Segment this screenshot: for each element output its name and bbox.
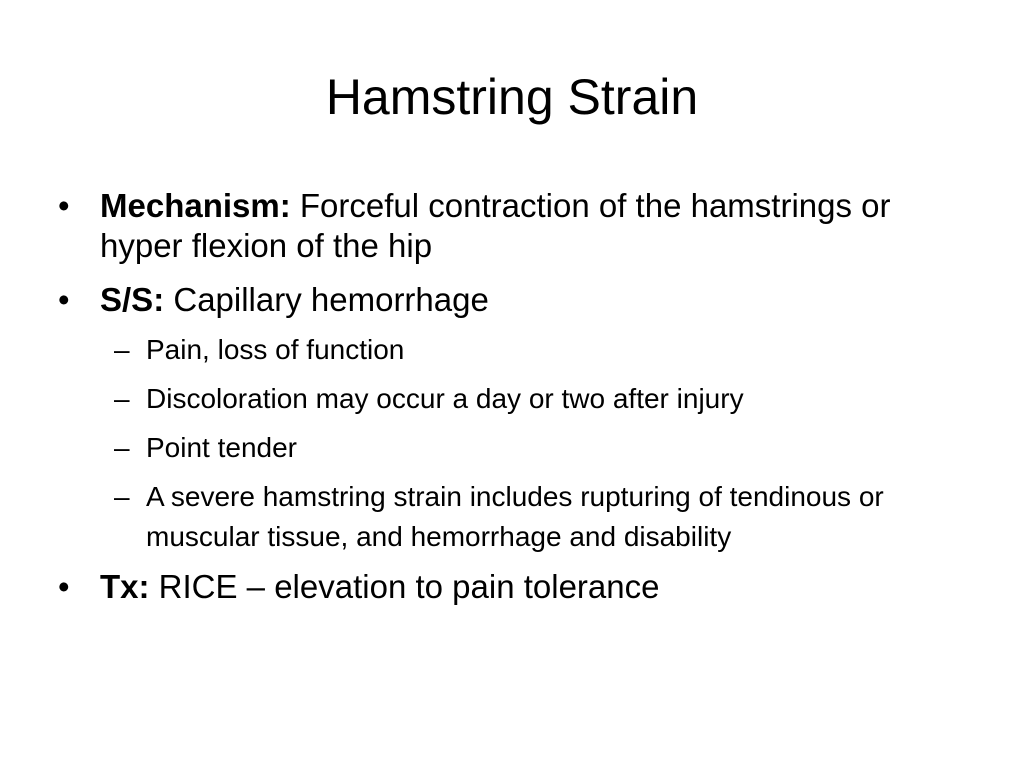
bullet-text: Forceful contraction of the hamstrings or hyper flexion of the hip bbox=[100, 187, 891, 264]
sub-bullet-item bbox=[58, 330, 958, 370]
sub-bullet-marker: – bbox=[114, 432, 130, 463]
bullet-signs-symptoms bbox=[58, 280, 958, 320]
bullet-label: Mechanism: bbox=[100, 187, 291, 224]
slide-content bbox=[58, 186, 958, 621]
sub-bullet-item bbox=[58, 428, 958, 468]
bullet-label: S/S: bbox=[100, 281, 165, 318]
sub-bullet-list bbox=[58, 330, 958, 557]
sub-bullet-marker: – bbox=[114, 481, 130, 512]
sub-bullet-item bbox=[58, 379, 958, 419]
bullet-marker: • bbox=[58, 187, 70, 224]
bullet-treatment bbox=[58, 567, 958, 607]
bullet-marker: • bbox=[58, 568, 70, 605]
bullet-marker: • bbox=[58, 281, 70, 318]
sub-bullet-marker: – bbox=[114, 383, 130, 414]
sub-bullet-text: Point tender bbox=[146, 432, 297, 463]
sub-bullet-text: Pain, loss of function bbox=[146, 334, 405, 365]
slide-title: Hamstring Strain bbox=[325, 69, 699, 125]
bullet-label: Tx: bbox=[100, 568, 150, 605]
bullet-text: Capillary hemorrhage bbox=[164, 281, 489, 318]
sub-bullet-item bbox=[58, 477, 958, 557]
bullet-mechanism bbox=[58, 186, 958, 266]
sub-bullet-marker: – bbox=[114, 334, 130, 365]
sub-bullet-text: Discoloration may occur a day or two after injury bbox=[146, 383, 744, 414]
sub-bullet-text: A severe hamstring strain includes rupturing of tendinous or muscular tissue, and hemorrhage and disability bbox=[146, 481, 884, 552]
bullet-text: RICE – elevation to pain tolerance bbox=[149, 568, 660, 605]
